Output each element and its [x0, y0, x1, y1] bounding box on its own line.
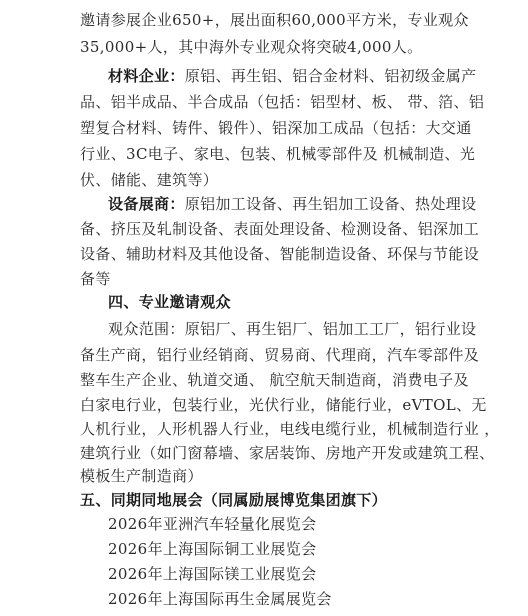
- materials-line-4: 行业、3C电子、家电、包装、机械零部件及 机械制造、光: [80, 145, 476, 163]
- expo-item: 2026年上海国际再生金属展览会: [108, 590, 332, 608]
- equipment-label: 设备展商：: [108, 195, 185, 213]
- audience-line-1: 观众范围：原铝厂、再生铝厂、铝加工工厂，铝行业设: [108, 320, 477, 338]
- audience-line-2: 备生产商，铝行业经销商、贸易商、代理商，汽车零部件及: [80, 346, 480, 364]
- materials-line-5: 伏、储能、建筑等）: [80, 171, 219, 189]
- expo-item: 2026年上海国际铜工业展览会: [108, 540, 317, 558]
- materials-line-1-text: 原铝、再生铝、铝合金材料、铝初级金属产: [184, 67, 477, 85]
- equipment-line-4: 备等: [80, 270, 111, 288]
- equipment-line-3: 设备、辅助材料及其他设备、智能制造设备、环保与节能设: [80, 245, 480, 263]
- equipment-line-1-text: 原铝加工设备、再生铝加工设备、热处理设: [184, 195, 477, 213]
- intro-line-1: 邀请参展企业650+，展出面积60,000平方米，专业观众: [80, 11, 469, 29]
- audience-line-6: 建筑行业（如门窗幕墙、家居装饰、房地产开发或建筑工程、: [80, 444, 495, 462]
- intro-line-2: 35,000+人，其中海外专业观众将突破4,000人。: [80, 38, 423, 56]
- materials-label: 材料企业：: [108, 67, 185, 85]
- materials-line-1: [108, 66, 528, 86]
- expo-item: 2026年上海国际镁工业展览会: [108, 565, 317, 583]
- equipment-line-1: [108, 194, 528, 214]
- materials-line-3: 塑复合材料、铸件、锻件）、铝深加工成品（包括：大交通: [80, 119, 472, 137]
- equipment-line-2: 备、挤压及轧制设备、表面处理设备、检测设备、铝深加工: [80, 220, 480, 238]
- expo-item: 2026年亚洲汽车轻量化展览会: [108, 515, 317, 533]
- audience-line-3: 整车生产企业、轨道交通、 航空航天制造商，消费电子及: [80, 371, 469, 389]
- audience-line-4: 白家电行业，包装行业，光伏行业，储能行业，eVTOL、无: [80, 396, 487, 414]
- audience-line-5: 人机行业，人形机器人行业，电线电缆行业，机械制造行业 ，: [80, 420, 500, 438]
- section-5-heading: 五、同期同地展会（同属励展博览集团旗下）: [80, 491, 388, 509]
- materials-line-2: 品、铝半成品、半合成品（包括：铝型材、板、 带、箔、铝: [80, 93, 485, 111]
- audience-line-7: 模板生产制造商）: [80, 467, 203, 485]
- section-4-heading: 四、专业邀请观众: [108, 293, 231, 311]
